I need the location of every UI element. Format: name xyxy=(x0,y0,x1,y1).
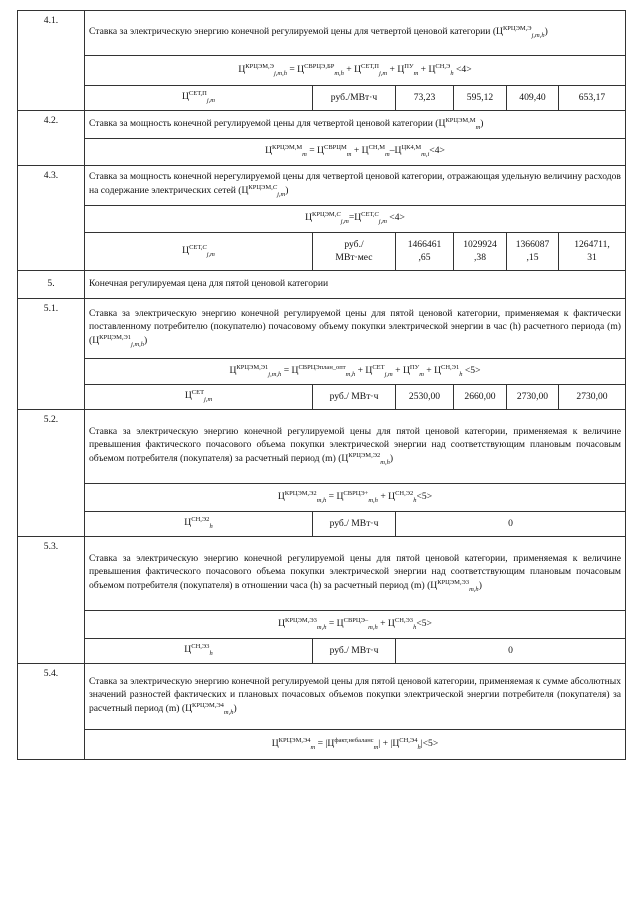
value-cell: 1466461 ,65 xyxy=(396,233,454,271)
row-description: Ставка за электрическую энергию конечной регулируемой цены для пятой ценовой категории, применяемая к фактически поставленному потребителю (покупателю) почасовому объему покупки электрической энергии в час (h) расчетного периода (m) $(Ц^{КРЦЭМ,Э1}_{j,m,h})$ xyxy=(85,299,626,359)
row-number: 4.2. xyxy=(18,111,85,166)
unit: руб./ МВт·мес xyxy=(313,233,396,271)
value-cell: 653,17 xyxy=(559,86,626,111)
variable-symbol: $Ц^{СН,Э3}_h$ xyxy=(85,639,313,664)
formula: $Ц^{КРЦЭМ,Э3}_{m,h} = Ц^{СВРЦЭ-}_{m,h} + Ц^{СН,Э3}_h<5>$ xyxy=(85,611,626,639)
row-description: Конечная регулируемая цена для пятой ценовой категории xyxy=(85,271,626,299)
row-number: 4.1. xyxy=(18,11,85,111)
value-cell: 2530,00 xyxy=(396,385,454,410)
unit: руб./ МВт·ч xyxy=(313,512,396,537)
value-cell: 409,40 xyxy=(507,86,559,111)
value-cell: 0 xyxy=(396,512,626,537)
variable-symbol: $Ц^{СН,Э2}_h$ xyxy=(85,512,313,537)
variable-symbol: $Ц^{СЕТ,С}_{j,m}$ xyxy=(85,233,313,271)
row-description: Ставка за электрическую энергию конечной регулируемой цены для пятой ценовой категории, применяемая к сумме абсолютных значений разностей фактических и плановых почасовых объемов покупки электрической энергии потребителя (покупателя) за расчетный период (m) $(Ц^{КРЦЭМ,Э4}_{m,h})$ xyxy=(85,664,626,730)
row-5-3 xyxy=(18,537,626,611)
formula: $Ц^{КРЦЭМ,С}_{j,m}=Ц^{СЕТ,С}_{j,m} <4>$ xyxy=(85,206,626,233)
row-description: Ставка за мощность конечной регулируемой цены для четвертой ценовой категории $(Ц^{КРЦЭМ,М}_m)$ xyxy=(85,111,626,139)
unit: руб./ МВт·ч xyxy=(313,639,396,664)
row-description: Ставка за электрическую энергию конечной регулируемой цены для пятой ценовой категории, применяемая к величине превышения фактического почасового объема покупки электрической энергии над соответствующим плановым почасовым объемом потребителя (покупателя) за расчетный период (m) $(Ц^{КРЦЭМ,Э2}_{m,h})$ xyxy=(85,410,626,484)
formula: $Ц^{КРЦЭМ,Э1}_{j,m,h} = Ц^{СВРЦЭплан\_опт}_{m,h} + Ц^{СЕТ}_{j,m} + Ц^{ПУ}_m + Ц^{СН,Э1}_h <5>$ xyxy=(85,359,626,385)
value-cell: 1366087 ,15 xyxy=(507,233,559,271)
value-cell: 1264711, 31 xyxy=(559,233,626,271)
row-4-1 xyxy=(18,11,626,56)
tariff-table xyxy=(17,10,626,760)
row-number: 5. xyxy=(18,271,85,299)
row-description: Ставка за электрическую энергию конечной регулируемой цены для четвертой ценовой категории $(Ц^{КРЦЭМ,Э}_{j,m,h})$ xyxy=(85,11,626,56)
row-4-2 xyxy=(18,111,626,139)
row-5 xyxy=(18,271,626,299)
value-cell: 595,12 xyxy=(454,86,507,111)
row-number: 5.3. xyxy=(18,537,85,664)
row-description: Ставка за электрическую энергию конечной регулируемой цены для пятой ценовой категории, применяемая к величине превышения фактического почасового объема покупки электрической энергии над соответствующим плановым почасовым объемом потребителя (покупателя) в отношении часа (h) за расчетный период (m) $(Ц^{КРЦЭМ,Э3}_{m,h})$ xyxy=(85,537,626,611)
row-number: 5.2. xyxy=(18,410,85,537)
row-4-3 xyxy=(18,166,626,206)
variable-symbol: $Ц^{СЕТ}_{j,m}$ xyxy=(85,385,313,410)
row-5-4 xyxy=(18,664,626,730)
row-5-2 xyxy=(18,410,626,484)
formula: $Ц^{КРЦЭМ,Э4}_m = |Ц^{факт,небаланс}_m| + |Ц^{СН,Э4}_h|<5>$ xyxy=(85,730,626,760)
unit: руб./ МВт·ч xyxy=(313,385,396,410)
value-cell: 1029924 ,38 xyxy=(454,233,507,271)
value-cell: 73,23 xyxy=(396,86,454,111)
value-cell: 0 xyxy=(396,639,626,664)
row-description: Ставка за мощность конечной нерегулируемой цены для четвертой ценовой категории, отражающая удельную величину расходов на содержание электрических сетей $(Ц^{КРЦЭМ,С}_{j,m})$ xyxy=(85,166,626,206)
value-cell: 2660,00 xyxy=(454,385,507,410)
variable-symbol: $Ц^{СЕТ,П}_{j,m}$ xyxy=(85,86,313,111)
row-5-1 xyxy=(18,299,626,359)
row-number: 5.4. xyxy=(18,664,85,760)
formula: $Ц^{КРЦЭМ,Э}_{j,m,h} = Ц^{СВРЦЭ,БР}_{m,h} + Ц^{СЕТ,П}_{j,m} + Ц^{ПУ}_m + Ц^{СН,Э}_h <4>$ xyxy=(85,56,626,86)
value-cell: 2730,00 xyxy=(559,385,626,410)
row-number: 4.3. xyxy=(18,166,85,271)
value-cell: 2730,00 xyxy=(507,385,559,410)
formula: $Ц^{КРЦЭМ,М}_m = Ц^{СВРЦМ}_m + Ц^{СН,М}_m-Ц^{ЦК4,М}_{m,i}<4>$ xyxy=(85,139,626,166)
unit: руб./МВт·ч xyxy=(313,86,396,111)
row-number: 5.1. xyxy=(18,299,85,410)
formula: $Ц^{КРЦЭМ,Э2}_{m,h} = Ц^{СВРЦЭ+}_{m,h} + Ц^{СН,Э2}_h<5>$ xyxy=(85,484,626,512)
